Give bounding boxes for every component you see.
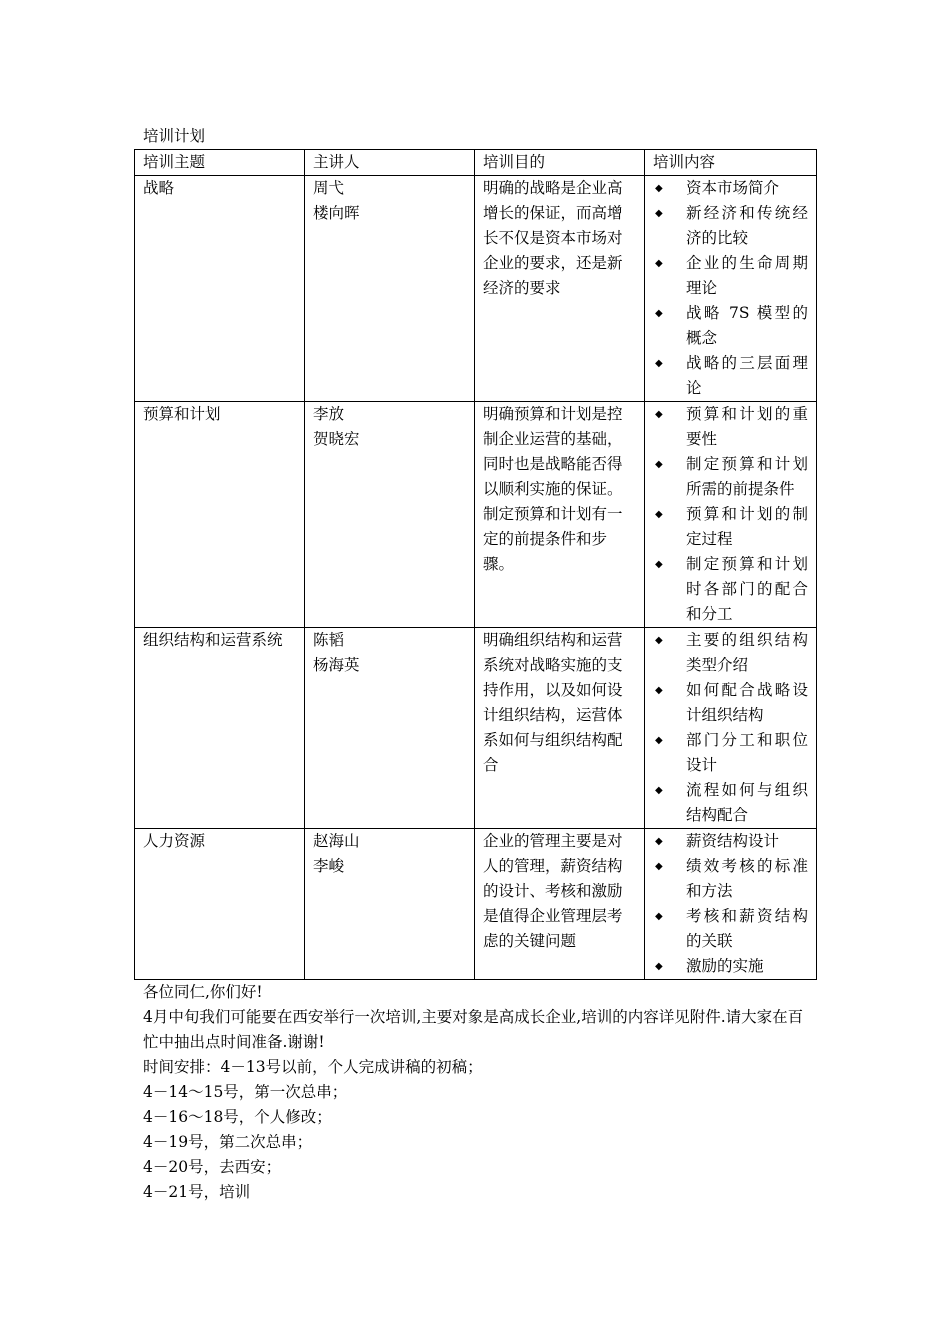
table-row: [135, 402, 817, 628]
schedule-line: 时间安排：4－13号以前，个人完成讲稿的初稿；: [143, 1058, 483, 1076]
speaker-cell: [305, 829, 475, 980]
list-item: ◆ 预算和计划的重要性: [653, 402, 808, 452]
topic-cell: 预算和计划: [135, 402, 305, 628]
content-cell: [645, 176, 817, 402]
diamond-bullet-icon: ◆: [655, 635, 663, 646]
header-purpose: 培训目的: [475, 150, 645, 176]
schedule-line: 4－19号，第二次总串；: [143, 1133, 313, 1151]
diamond-bullet-icon: ◆: [655, 308, 663, 319]
purpose-cell: 明确预算和计划是控制企业运营的基础，同时也是战略能否得以顺利实施的保证。制定预算和计划有一定的前提条件和步骤。: [475, 402, 645, 628]
document-title: 培训计划: [143, 127, 206, 145]
diamond-bullet-icon: ◆: [655, 685, 663, 696]
header-content: 培训内容: [645, 150, 817, 176]
diamond-bullet-icon: ◆: [655, 509, 663, 520]
topic-cell: 战略: [135, 176, 305, 402]
purpose-cell: 明确的战略是企业高增长的保证，而高增长不仅是资本市场对企业的要求，还是新经济的要求: [475, 176, 645, 402]
diamond-bullet-icon: ◆: [655, 358, 663, 369]
content-cell: [645, 628, 817, 829]
schedule-line: 4－20号，去西安；: [143, 1158, 282, 1176]
list-item: ◆ 战略 7S 模型的概念: [653, 301, 808, 351]
diamond-bullet-icon: ◆: [655, 409, 663, 420]
diamond-bullet-icon: ◆: [655, 183, 663, 194]
diamond-bullet-icon: ◆: [655, 961, 663, 972]
diamond-bullet-icon: ◆: [655, 258, 663, 269]
content-list: [653, 829, 808, 979]
speaker-name: 赵海山: [313, 832, 360, 850]
speaker-cell: [305, 628, 475, 829]
list-item: ◆ 激励的实施: [653, 954, 808, 979]
list-item: ◆ 绩效考核的标准和方法: [653, 854, 808, 904]
table-row: [135, 176, 817, 402]
list-item: ◆ 企业的生命周期理论: [653, 251, 808, 301]
list-item: ◆ 制定预算和计划时各部门的配合和分工: [653, 552, 808, 627]
content-cell: [645, 402, 817, 628]
list-item: ◆ 薪资结构设计: [653, 829, 808, 854]
table-header-row: [135, 150, 817, 176]
schedule-line: 4－14～15号，第一次总串；: [143, 1083, 348, 1101]
speaker-name: 李放: [313, 405, 345, 423]
diamond-bullet-icon: ◆: [655, 735, 663, 746]
header-speaker: 主讲人: [305, 150, 475, 176]
diamond-bullet-icon: ◆: [655, 208, 663, 219]
purpose-cell: 企业的管理主要是对人的管理，薪资结构的设计、考核和激励是值得企业管理层考虑的关键问题: [475, 829, 645, 980]
diamond-bullet-icon: ◆: [655, 911, 663, 922]
training-plan-table: [134, 149, 817, 980]
diamond-bullet-icon: ◆: [655, 559, 663, 570]
content-list: [653, 176, 808, 401]
diamond-bullet-icon: ◆: [655, 459, 663, 470]
purpose-cell: 明确组织结构和运营系统对战略实施的支持作用，以及如何设计组织结构，运营体系如何与组织结构配合: [475, 628, 645, 829]
header-topic: 培训主题: [135, 150, 305, 176]
list-item: ◆ 部门分工和职位设计: [653, 728, 808, 778]
list-item: ◆ 资本市场简介: [653, 176, 808, 201]
letter-greeting: 各位同仁,你们好!: [143, 983, 263, 1001]
speaker-name: 杨海英: [313, 656, 360, 674]
content-list: [653, 628, 808, 828]
list-item: ◆ 新经济和传统经济的比较: [653, 201, 808, 251]
speaker-cell: [305, 176, 475, 402]
topic-cell: 组织结构和运营系统: [135, 628, 305, 829]
diamond-bullet-icon: ◆: [655, 836, 663, 847]
content-cell: [645, 829, 817, 980]
list-item: ◆ 考核和薪资结构的关联: [653, 904, 808, 954]
content-list: [653, 402, 808, 627]
speaker-name: 贺晓宏: [313, 430, 360, 448]
speaker-name: 李峻: [313, 857, 345, 875]
schedule-line: 4－21号，培训: [143, 1183, 251, 1201]
list-item: ◆ 战略的三层面理论: [653, 351, 808, 401]
diamond-bullet-icon: ◆: [655, 785, 663, 796]
speaker-name: 陈韬: [313, 631, 345, 649]
diamond-bullet-icon: ◆: [655, 861, 663, 872]
list-item: ◆ 流程如何与组织结构配合: [653, 778, 808, 828]
schedule-line: 4－16～18号，个人修改；: [143, 1108, 332, 1126]
table-row: [135, 628, 817, 829]
list-item: ◆ 主要的组织结构类型介绍: [653, 628, 808, 678]
speaker-cell: [305, 402, 475, 628]
letter-body: 4月中旬我们可能要在西安举行一次培训,主要对象是高成长企业,培训的内容详见附件.请大家在百忙中抽出点时间准备.谢谢!: [143, 1008, 804, 1051]
notice-letter: [134, 980, 815, 1205]
speaker-name: 楼向晖: [313, 204, 360, 222]
list-item: ◆ 预算和计划的制定过程: [653, 502, 808, 552]
list-item: ◆ 制定预算和计划所需的前提条件: [653, 452, 808, 502]
speaker-name: 周弋: [313, 179, 345, 197]
list-item: ◆ 如何配合战略设计组织结构: [653, 678, 808, 728]
table-row: [135, 829, 817, 980]
topic-cell: 人力资源: [135, 829, 305, 980]
document-page: [134, 124, 819, 1205]
